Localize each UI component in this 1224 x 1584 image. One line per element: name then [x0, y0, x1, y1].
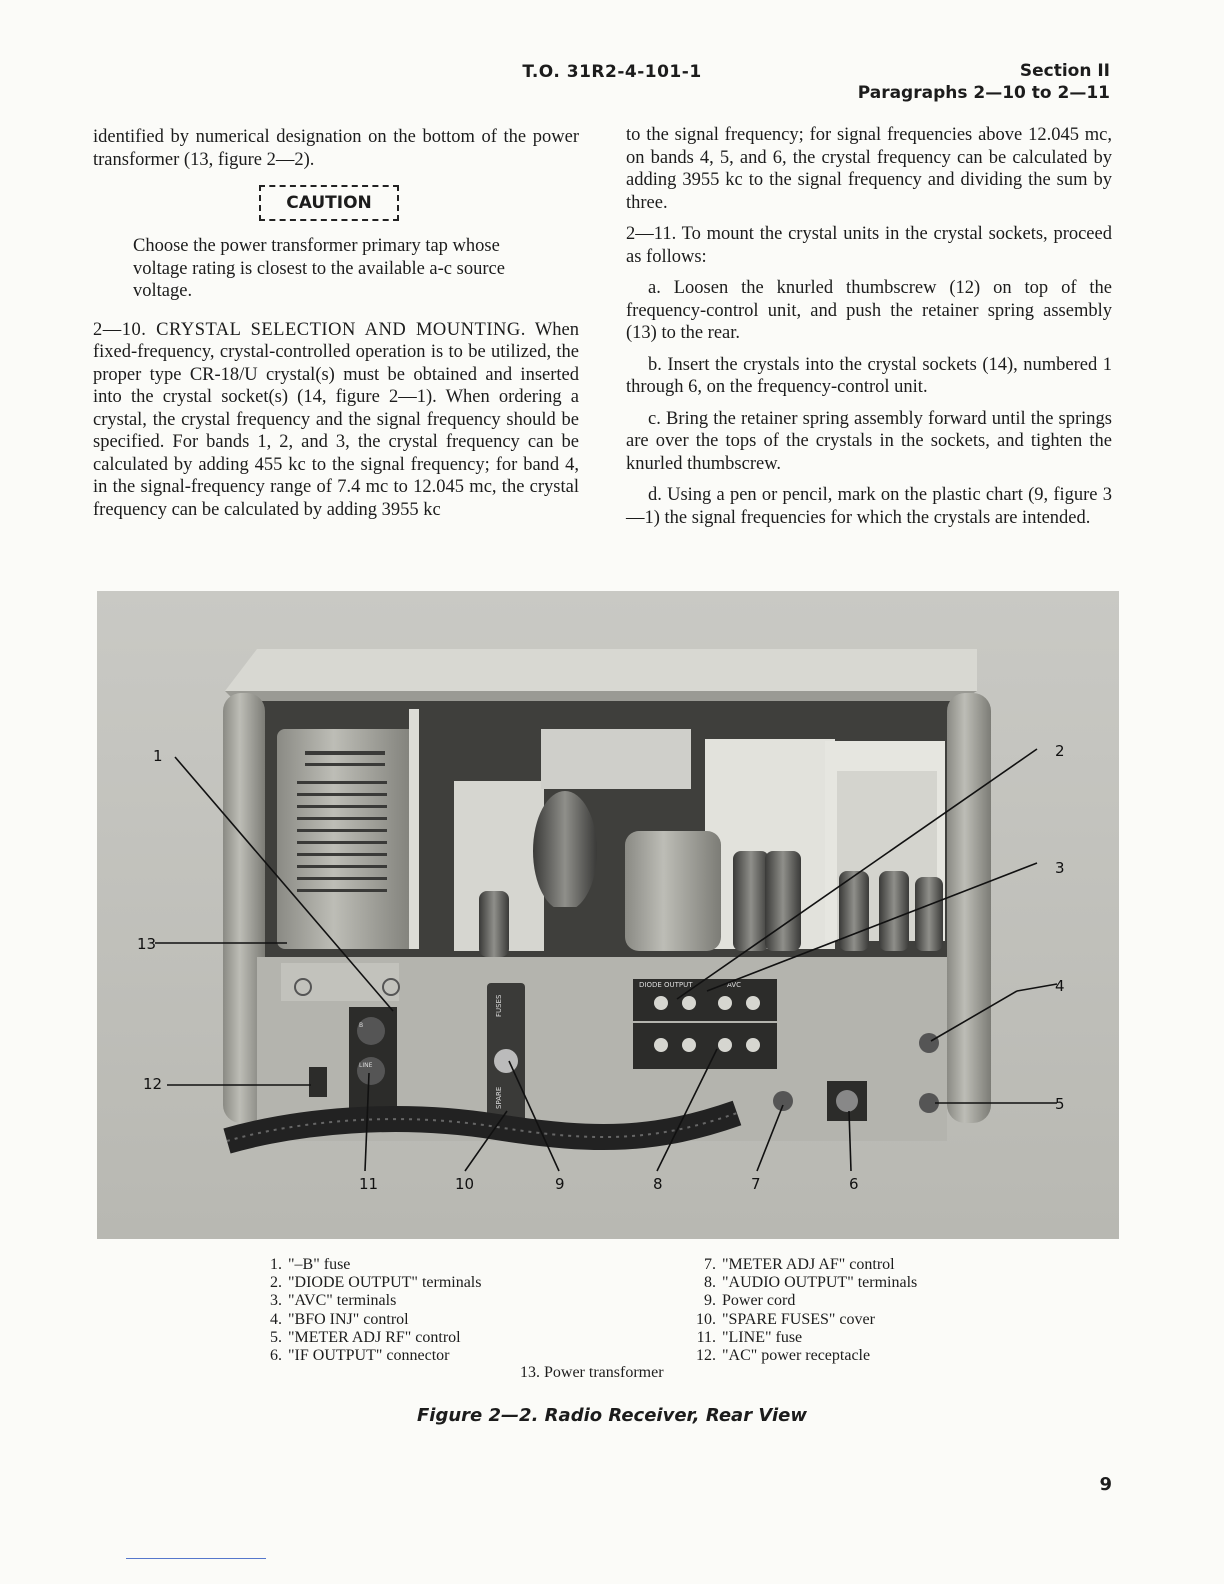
- fuse-b-label: B: [359, 1022, 364, 1029]
- section-header: [858, 60, 1110, 104]
- legend-item: 10. "SPARE FUSES" cover: [696, 1310, 875, 1328]
- paragraph-continued: identified by numerical designation on the bottom of the power transformer (13, figure 2—2).: [93, 127, 579, 170]
- left-column: [93, 126, 579, 530]
- page-number: 9: [1099, 1474, 1112, 1495]
- paragraph-2-10-body: When fixed-frequency, crystal-controlled operation is to be utilized, the proper type CR-18/U crystal(s) must be obtained and inserted into the crystal socket(s) (14, figure 2—1). When ordering a crystal, the crystal frequency and the signal frequency should be specified. For bands 1, 2, and 3, the crystal frequency can be calculated by adding 455 kc to the signal frequency; for band 4, in the signal-frequency range of 7.4 mc to 12.045 mc, the crystal frequency can be calculated by adding 3955 kc: [93, 319, 579, 520]
- legend-item: 7. "METER ADJ AF" control: [704, 1256, 895, 1273]
- legend-item: 11. "LINE" fuse: [696, 1328, 803, 1346]
- legend-left: [254, 1256, 481, 1365]
- caution-box: CAUTION: [259, 185, 399, 221]
- paragraph-2-10: [93, 319, 579, 522]
- callout-7: 7: [751, 1175, 761, 1193]
- diode-output-label: DIODE OUTPUT: [639, 981, 693, 989]
- legend-item: 8. "AUDIO OUTPUT" terminals: [704, 1274, 918, 1292]
- callout-9: 9: [555, 1175, 565, 1193]
- fuse-line-label: LINE: [359, 1062, 373, 1069]
- receiver-rear-photo: [97, 591, 1119, 1239]
- legend-item: 2. "DIODE OUTPUT" terminals: [270, 1274, 482, 1292]
- legend-item: 5. "METER ADJ RF" control: [270, 1328, 461, 1346]
- legend-item: 3. "AVC" terminals: [270, 1292, 397, 1310]
- callout-2: 2: [1055, 742, 1065, 760]
- legend-item-13: 13. Power transformer: [520, 1364, 664, 1381]
- paragraph-2-11: 2—11. To mount the crystal units in the crystal sockets, proceed as follows:: [626, 224, 1112, 267]
- legend-item: 9. Power cord: [704, 1292, 796, 1310]
- avc-label: AVC: [727, 981, 742, 989]
- footer-rule: [126, 1558, 266, 1559]
- callout-3: 3: [1055, 859, 1065, 877]
- callout-10: 10: [455, 1175, 475, 1193]
- callout-4: 4: [1055, 977, 1065, 995]
- caution-text: Choose the power transformer primary tap whose voltage rating is closest to the available a-c source voltage.: [133, 236, 505, 301]
- spare-cover-label: SPARE: [495, 1086, 503, 1109]
- legend-item: 1. "–B" fuse: [270, 1256, 351, 1273]
- legend-item: 6. "IF OUTPUT" connector: [270, 1347, 450, 1365]
- step-c: c. Bring the retainer spring assembly forward until the springs are over the tops of the crystals in the sockets, and tighten the knurled thumbscrew.: [626, 408, 1112, 474]
- callout-12: 12: [143, 1075, 163, 1093]
- legend-item: 12. "AC" power receptacle: [696, 1347, 871, 1365]
- step-a: a. Loosen the knurled thumbscrew (12) on top of the frequency-control unit, and push the retainer spring assembly (13) to the rear.: [626, 278, 1112, 343]
- paragraph-continued-right: to the signal frequency; for signal frequencies above 12.045 mc, on bands 4, 5, and 6, the crystal frequency can be calculated by adding 3955 kc to the signal frequency and dividing the sum by three.: [626, 125, 1112, 213]
- step-b: b. Insert the crystals into the crystal sockets (14), numbered 1 through 6, on the frequency-control unit.: [626, 354, 1112, 397]
- callout-11: 11: [359, 1175, 379, 1193]
- doc-number: T.O. 31R2-4-101-1: [522, 62, 702, 82]
- callout-8: 8: [653, 1175, 663, 1193]
- right-column: [626, 124, 1112, 538]
- paragraph-2-10-title: 2—10. CRYSTAL SELECTION AND MOUNTING.: [93, 319, 526, 340]
- callout-6: 6: [849, 1175, 859, 1193]
- step-d: d. Using a pen or pencil, mark on the plastic chart (9, figure 3—1) the signal frequencies for which the crystals are intended.: [626, 485, 1112, 528]
- legend-right: [688, 1256, 917, 1365]
- callout-13: 13: [137, 935, 157, 953]
- section-label: Section II: [1019, 61, 1110, 81]
- callout-5: 5: [1055, 1095, 1065, 1113]
- legend-item: 4. "BFO INJ" control: [270, 1310, 409, 1328]
- callout-1: 1: [153, 747, 163, 765]
- paragraphs-label: Paragraphs 2—10 to 2—11: [857, 83, 1110, 103]
- figure-caption: Figure 2—2. Radio Receiver, Rear View: [417, 1405, 807, 1426]
- fuses-cover-label: FUSES: [495, 994, 503, 1017]
